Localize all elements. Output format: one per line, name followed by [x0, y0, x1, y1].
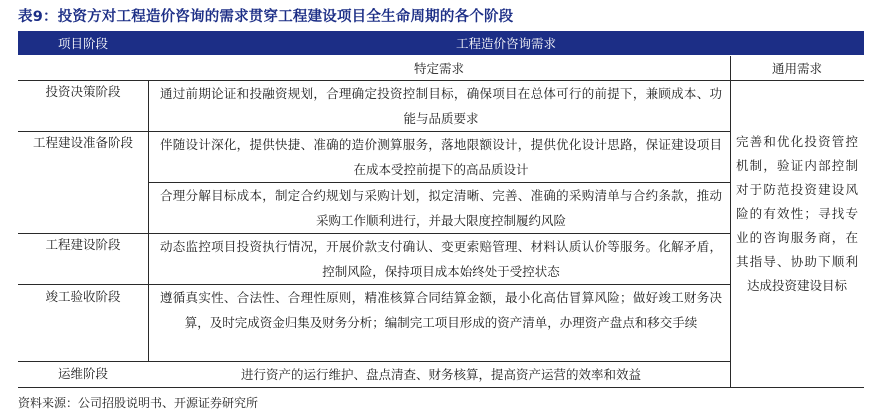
- stage-label: 投资决策阶段: [45, 84, 121, 99]
- specific-demand-cell: 进行资产的运行维护、盘点清查、财务核算，提高资产运营的效率和效益: [240, 367, 641, 382]
- stage-label: 工程建设准备阶段: [32, 135, 133, 150]
- specific-demand-cell: 合理分解目标成本，制定合约规划与采购计划，拟定清晰、完善、准确的采购清单与合约条款，推动采购工作顺利进行，并最大限度控制履约风险: [160, 188, 722, 228]
- source-note: 资料来源：公司招股说明书、开源证券研究所: [18, 396, 259, 410]
- general-demand-cell: 完善和优化投资管控机制，验证内部控制对于防范投资建设风险的有效性；寻找专业的咨询服务商，在其指导、协助下顺利达成投资建设目标: [736, 134, 858, 293]
- header-stage: 项目阶段: [18, 31, 148, 55]
- subheader-specific: 特定需求: [413, 61, 464, 76]
- stage-label: 运维阶段: [57, 366, 108, 381]
- table-title: 表9：投资方对工程造价咨询的需求贯穿工程建设项目全生命周期的各个阶段: [18, 9, 514, 25]
- column-divider: [148, 80, 149, 361]
- header-demand: 工程造价咨询需求: [148, 31, 864, 55]
- stage-label: 竣工验收阶段: [45, 289, 121, 304]
- column-divider: [730, 56, 731, 387]
- specific-demand-cell: 通过前期论证和投融资规划，合理确定投资控制目标，确保项目在总体可行的前提下，兼顾成本、功能与品质要求: [160, 86, 722, 126]
- specific-demand-cell: 遵循真实性、合法性、合理性原则，精准核算合同结算金额，最小化高估冒算风险；做好竣工财务决算，及时完成资金归集及财务分析；编制完工项目形成的资产清单，办理资产盘点和移交手续: [160, 290, 722, 330]
- stage-label: 工程建设阶段: [45, 237, 121, 252]
- divider: [18, 387, 864, 388]
- specific-demand-cell: 伴随设计深化，提供快捷、准确的造价测算服务，落地限额设计，提供优化设计思路，保证建设项目在成本受控前提下的高品质设计: [160, 137, 722, 177]
- specific-demand-cell: 动态监控项目投资执行情况，开展价款支付确认、变更索赔管理、材料认质认价等服务。化解矛盾，控制风险，保持项目成本始终处于受控状态: [160, 239, 722, 279]
- subheader-general: 通用需求: [771, 61, 822, 76]
